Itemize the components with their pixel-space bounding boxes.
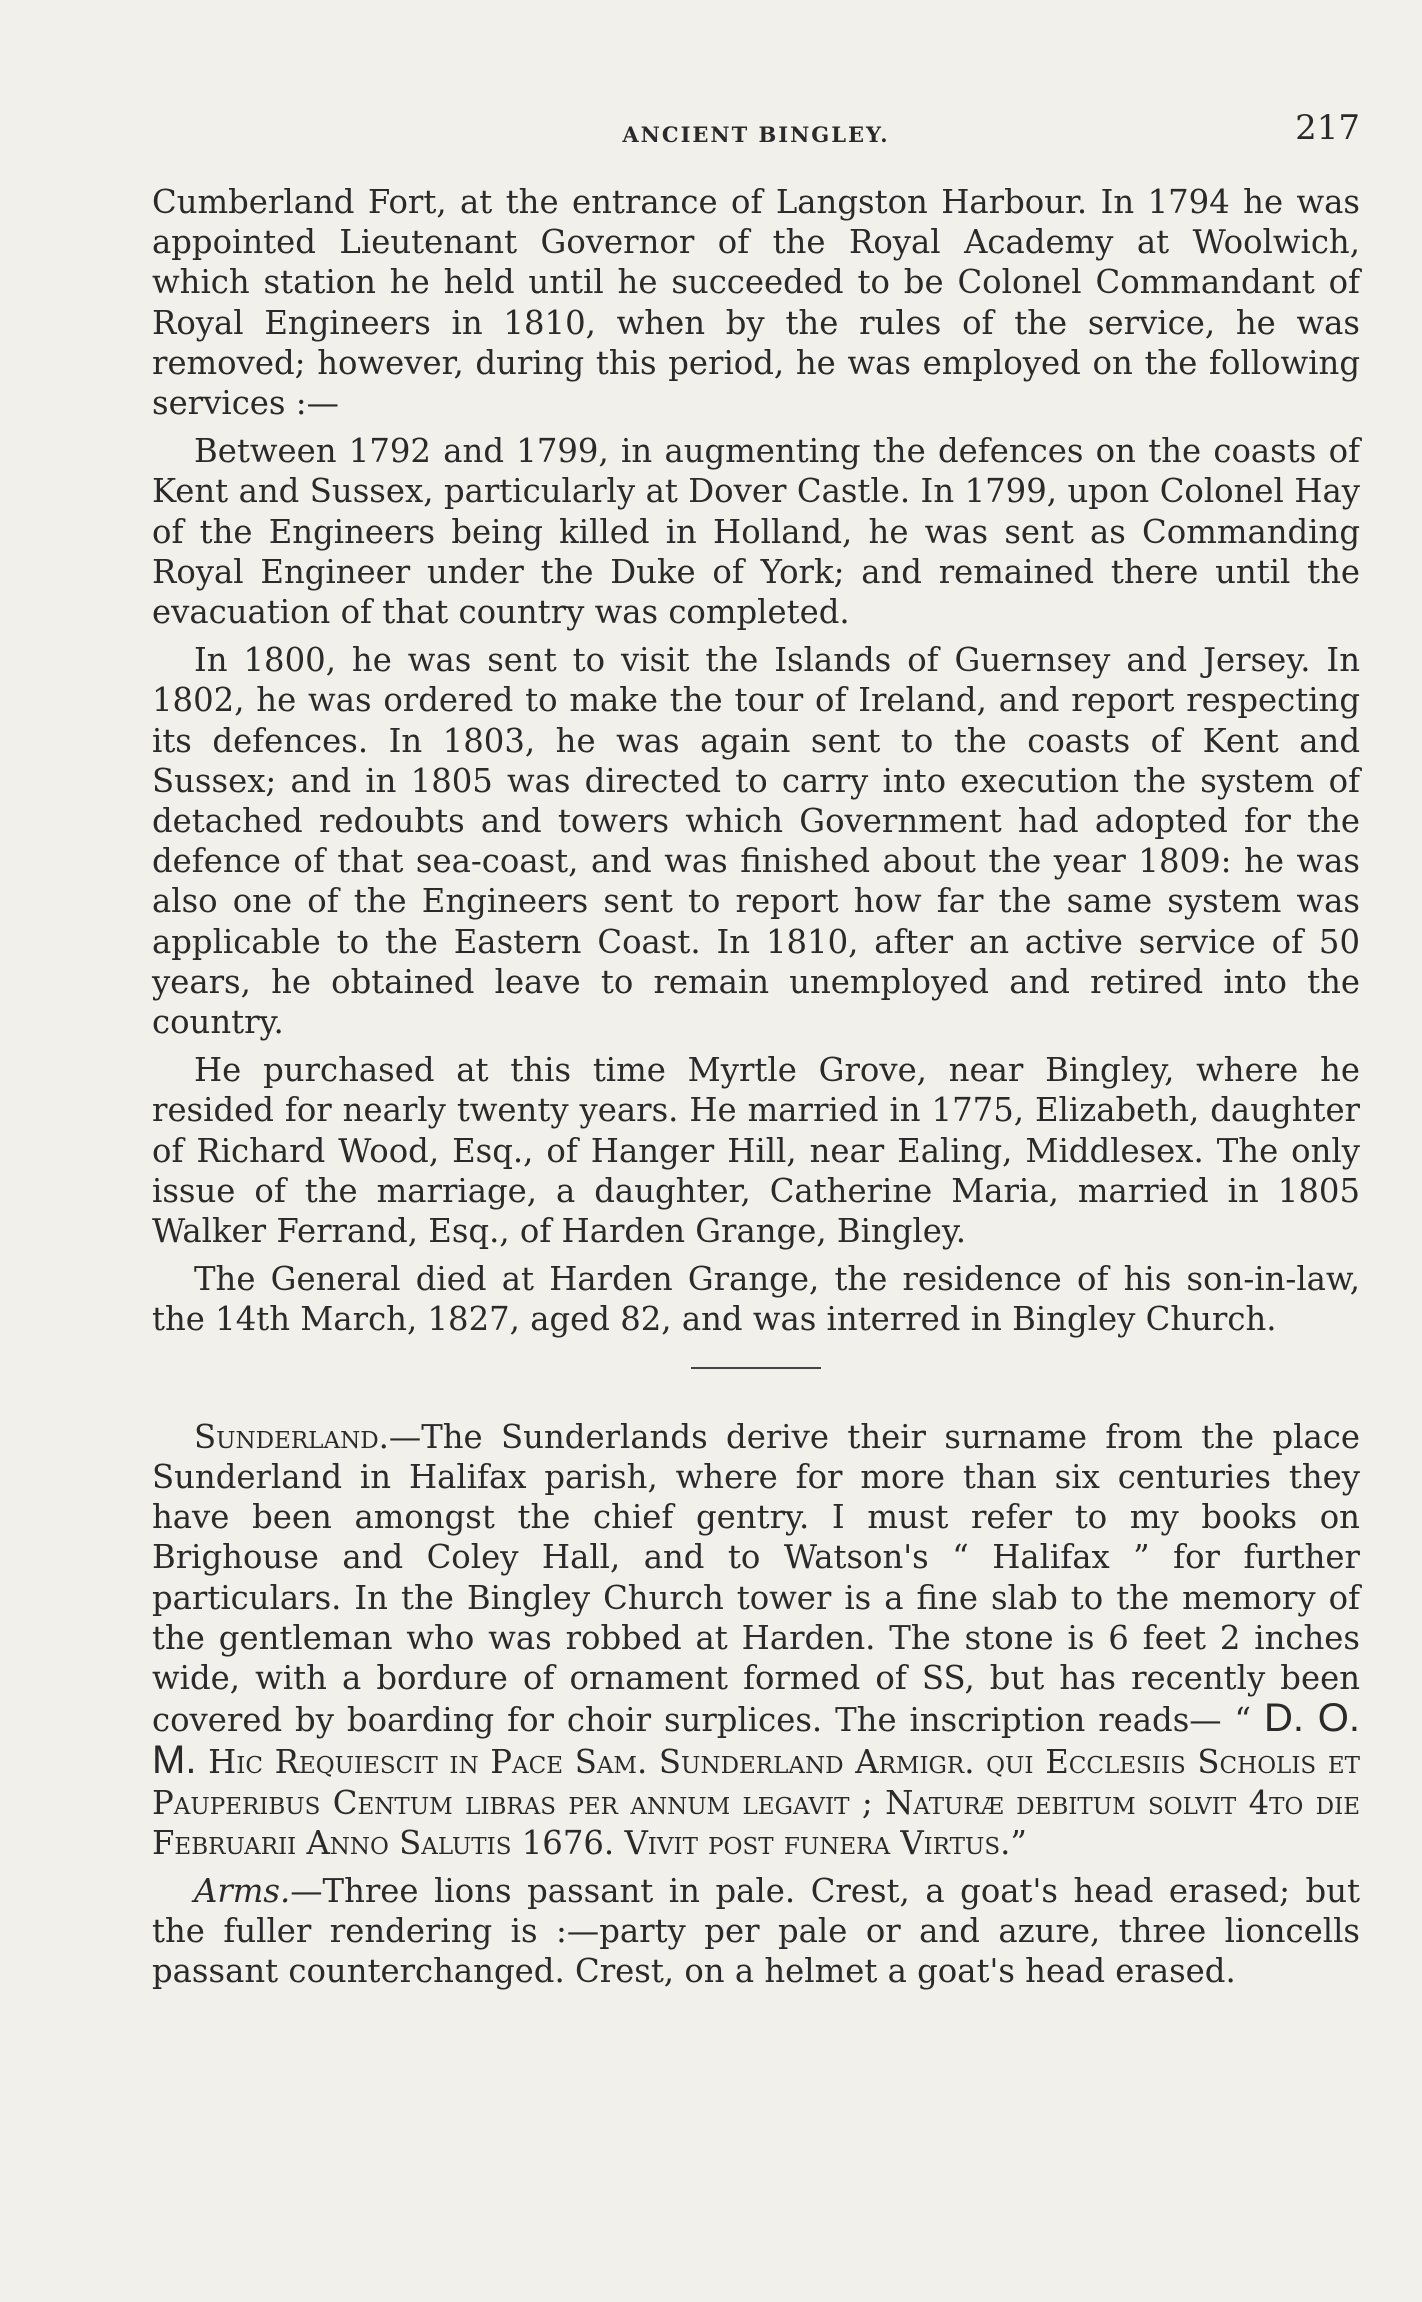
paragraph-continuation: Cumberland Fort, at the entrance of Langston Harbour. In 1794 he was appointed Lieutenant Governor of the Royal Academy at Woolwich, which station he held until he succeeded to be Colonel Commandant of Royal Engineers in 1810, when by the rules of the service, he was removed; however, during this period, he was employed on the following services :— bbox=[152, 183, 1360, 423]
section-divider bbox=[691, 1367, 821, 1369]
page-number: 217 bbox=[1295, 108, 1360, 148]
paragraph-services: Between 1792 and 1799, in augmenting the defences on the coasts of Kent and Sussex, particularly at Dover Castle. In 1799, upon Colonel Hay of the Engineers being killed in Holland, he was sent as Commanding Royal Engineer under the Duke of York; and remained there until the evacuation of that country was completed. bbox=[152, 432, 1360, 632]
page bbox=[152, 108, 1360, 2000]
paragraph-guernsey: In 1800, he was sent to visit the Islands of Guernsey and Jersey. In 1802, he was ordered to make the tour of Ireland, and report respecting its defences. In 1803, he was again sent to the coasts of Kent and Sussex; and in 1805 was directed to carry into execution the system of detached redoubts and towers which Government had adopted for the defence of that sea-coast, and was finished about the year 1809: he was also one of the Engineers sent to report how far the same system was applicable to the Eastern Coast. In 1810, after an active service of 50 years, he obtained leave to remain unemployed and retired into the country. bbox=[152, 641, 1360, 1042]
dom-inscription: D. O. M. bbox=[152, 1696, 1360, 1783]
sunderland-heading: Sunderland. bbox=[194, 1417, 389, 1456]
latin-inscription: Hic Requiescit in Pace Sam. Sunderland Armigr. qui Ecclesiis Scholis et Pauperibus Centum libras per annum legavit ; Naturæ debitum solvit 4to die Februarii Anno Salutis 1676. Vivit post funera Virtus.” bbox=[152, 1743, 1360, 1862]
running-head bbox=[152, 108, 1360, 156]
paragraph-death: The General died at Harden Grange, the residence of his son-in-law, the 14th March, 1827, aged 82, and was interred in Bingley Church. bbox=[152, 1260, 1360, 1339]
arms-body: —Three lions passant in pale. Crest, a goat's head erased; but the fuller rendering is :—party per pale or and azure, three lioncells passant counterchanged. Crest, on a helmet a goat's head erased. bbox=[152, 1871, 1360, 1991]
paragraph-arms bbox=[152, 1871, 1360, 1992]
running-title: ANCIENT BINGLEY. bbox=[622, 122, 890, 147]
paragraph-sunderland bbox=[152, 1417, 1360, 1863]
paragraph-myrtle-grove: He purchased at this time Myrtle Grove, near Bingley, where he resided for nearly twenty years. He married in 1775, Elizabeth, daughter of Richard Wood, Esq., of Hanger Hill, near Ealing, Middlesex. The only issue of the marriage, a daughter, Catherine Maria, married in 1805 Walker Ferrand, Esq., of Harden Grange, Bingley. bbox=[152, 1051, 1360, 1251]
arms-heading: Arms. bbox=[194, 1871, 291, 1910]
sunderland-body: —The Sunderlands derive their surname from the place Sunderland in Halifax parish, where for more than six centuries they have been amongst the chief gentry. I must refer to my books on Brighouse and Coley Hall, and to Watson's “ Halifax ” for further particulars. In the Bingley Church tower is a fine slab to the memory of the gentleman who was robbed at Harden. The stone is 6 feet 2 inches wide, with a bordure of ornament formed of SS, but has recently been covered by boarding for choir surplices. The inscription reads— “ bbox=[152, 1417, 1360, 1740]
